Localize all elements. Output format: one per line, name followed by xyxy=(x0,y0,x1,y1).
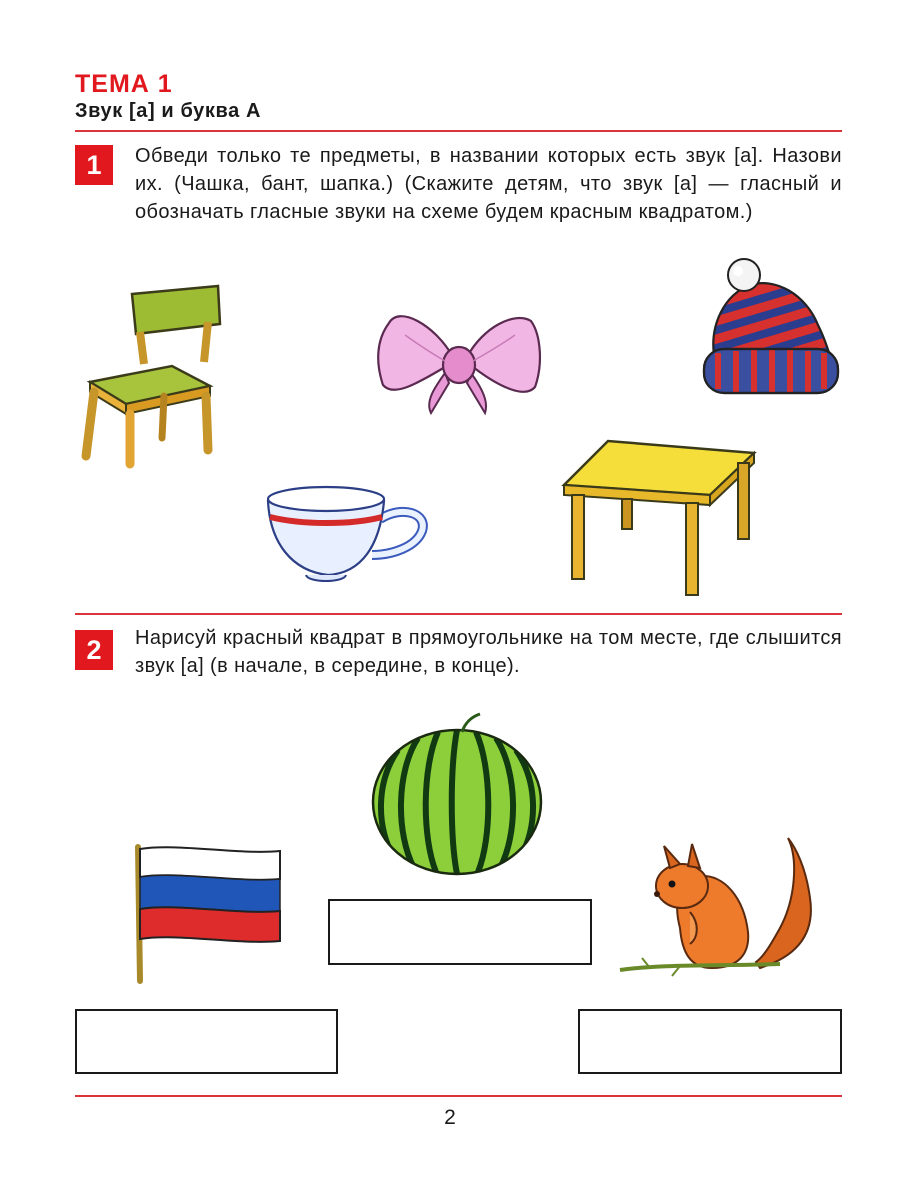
flag-answer-box[interactable] xyxy=(75,1009,338,1074)
flag-icon[interactable] xyxy=(128,843,286,983)
task-number-badge: 2 xyxy=(75,630,113,670)
watermelon-icon[interactable] xyxy=(370,708,545,878)
page-number: 2 xyxy=(444,1106,456,1129)
chair-icon[interactable] xyxy=(80,278,230,468)
divider xyxy=(75,613,842,615)
topic-title: ТЕМА 1 xyxy=(75,70,173,98)
table-icon[interactable] xyxy=(560,435,760,600)
task-number-badge: 1 xyxy=(75,145,113,185)
hat-icon[interactable] xyxy=(700,255,845,403)
divider xyxy=(75,1095,842,1097)
task-instruction: Нарисуй красный квадрат в прямоугольнике на том месте, где слышится звук [а] (в начале, в середине, в конце). xyxy=(135,627,842,677)
cup-icon[interactable] xyxy=(262,483,427,588)
bow-icon[interactable] xyxy=(375,305,545,420)
squirrel-icon[interactable] xyxy=(620,828,820,980)
watermelon-answer-box[interactable] xyxy=(328,899,592,965)
topic-subtitle: Звук [а] и буква А xyxy=(75,100,262,122)
squirrel-answer-box[interactable] xyxy=(578,1009,842,1074)
task-instruction: Обведи только те предметы, в названии которых есть звук [а]. Назови их. (Чашка, бант, шапка.) (Скажите детям, что звук [а] — гласный и обозначать гласные звуки на схеме будем красным квадратом.) xyxy=(135,145,842,223)
divider xyxy=(75,130,842,132)
